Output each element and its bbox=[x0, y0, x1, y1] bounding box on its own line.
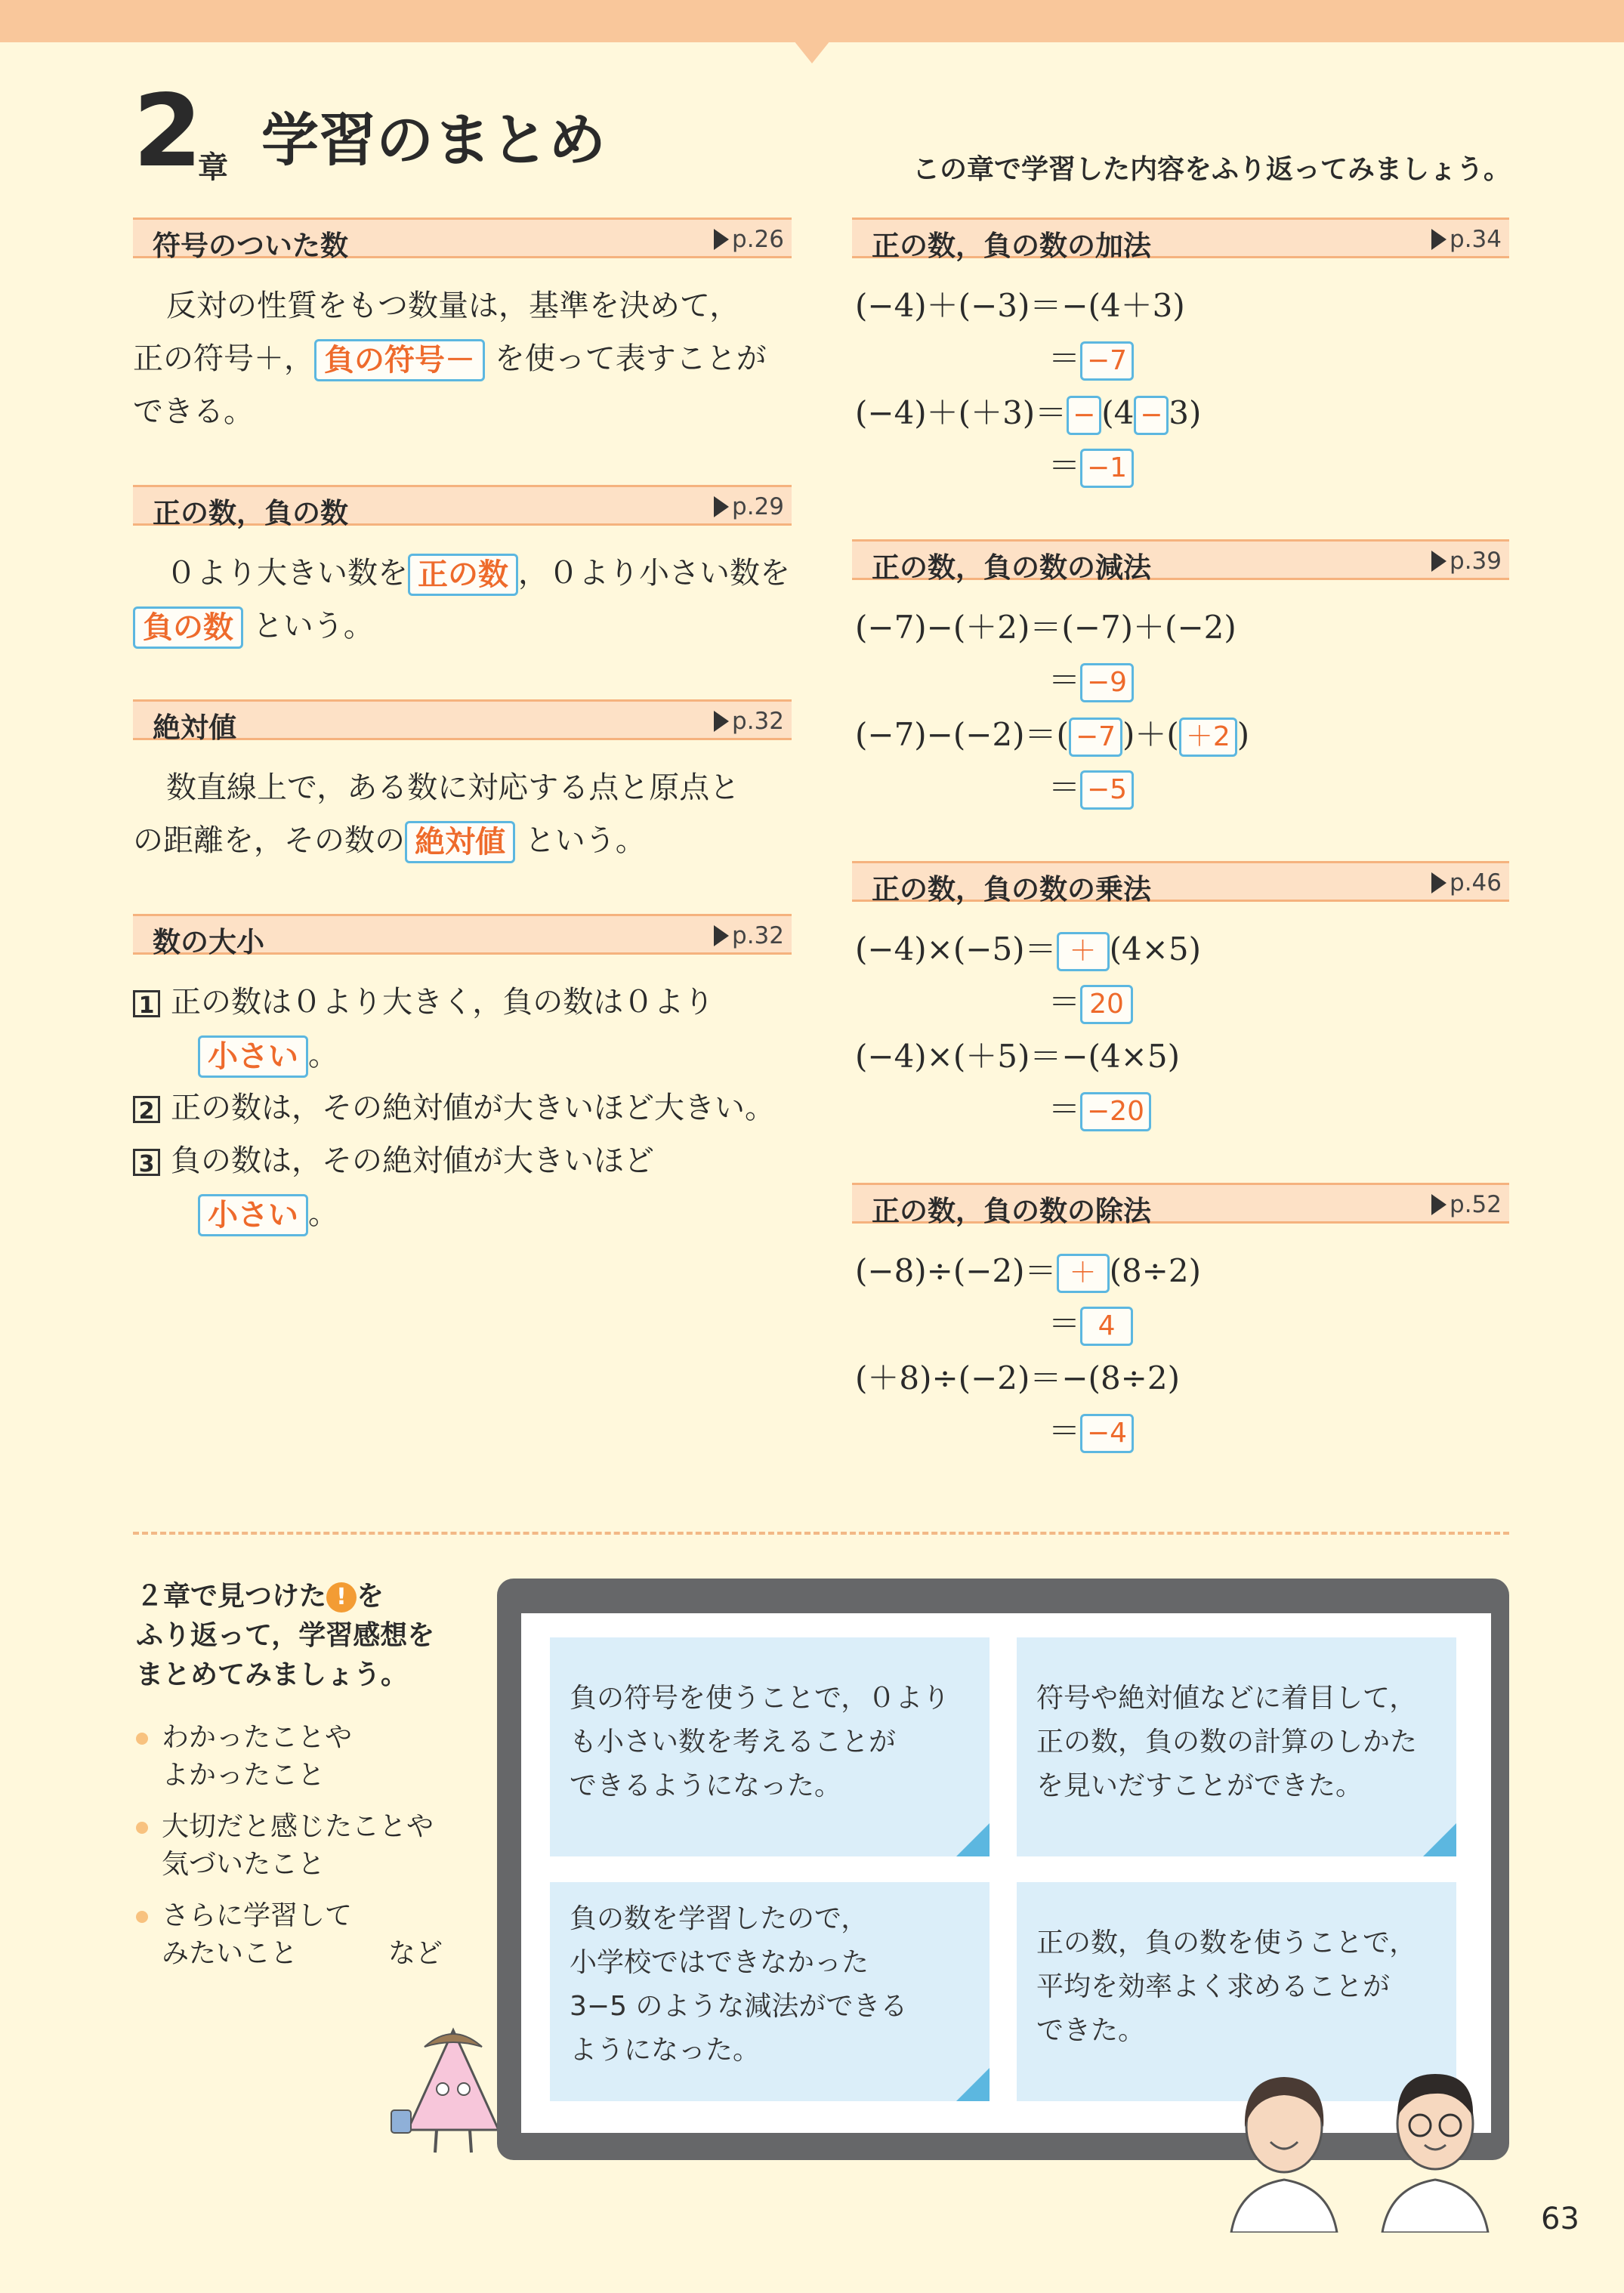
item-number: 3 bbox=[133, 1149, 160, 1176]
note-line: できた。 bbox=[1036, 2015, 1146, 2046]
answer-box: −7 bbox=[1069, 718, 1122, 757]
note-line: ようになった。 bbox=[570, 2035, 761, 2066]
posneg-line-2 bbox=[133, 600, 790, 653]
answer-box: 小さい bbox=[198, 1035, 308, 1078]
bullet-line bbox=[136, 1719, 352, 1757]
text: 正の数は０より大きく，負の数は０より bbox=[171, 985, 715, 1020]
chapter-title: 学習のまとめ bbox=[261, 106, 606, 174]
absolute-body bbox=[133, 761, 739, 867]
mul-eq-1 bbox=[855, 930, 1201, 971]
prompt-line-1 bbox=[136, 1577, 434, 1616]
bullet-line bbox=[136, 1935, 443, 1973]
folded-corner-icon bbox=[1423, 1823, 1456, 1856]
text: さらに学習して bbox=[162, 1900, 353, 1931]
equals: ＝ bbox=[1048, 1412, 1081, 1449]
section-title: 符号のついた数 bbox=[153, 230, 348, 262]
absolute-line-2 bbox=[133, 814, 739, 867]
play-triangle-icon bbox=[714, 496, 729, 517]
text: (−4)×(−5)＝ bbox=[855, 930, 1057, 968]
top-notch bbox=[794, 41, 830, 63]
signed-body bbox=[133, 279, 767, 438]
magnitude-body bbox=[133, 976, 775, 1240]
equals: ＝ bbox=[1048, 447, 1081, 484]
add-eq-2 bbox=[855, 394, 1201, 435]
answer-box: 20 bbox=[1080, 985, 1133, 1024]
sub-eq-2-result bbox=[1048, 769, 1134, 810]
bullet-dot-icon bbox=[136, 1911, 148, 1923]
note-line: も小さい数を考えることが bbox=[570, 1727, 897, 1758]
text: (−8)÷(−2)＝ bbox=[855, 1252, 1057, 1289]
posneg-line-1 bbox=[133, 547, 790, 600]
play-triangle-icon bbox=[714, 925, 729, 946]
equals: ＝ bbox=[1048, 340, 1081, 377]
text: の距離を，その数の bbox=[133, 823, 405, 858]
page-ref-label: p.34 bbox=[1450, 226, 1502, 253]
page-ref[interactable] bbox=[1431, 548, 1502, 575]
text: 正の符号＋， bbox=[133, 341, 314, 376]
text: という。 bbox=[524, 823, 646, 858]
section-title: 正の数，負の数の加法 bbox=[872, 230, 1151, 262]
equals: ＝ bbox=[1048, 662, 1081, 699]
page-ref[interactable] bbox=[1431, 869, 1502, 897]
answer-box: −9 bbox=[1080, 663, 1134, 702]
section-title: 正の数，負の数の乗法 bbox=[872, 873, 1151, 906]
section-header-sub bbox=[852, 539, 1509, 584]
text: 。 bbox=[308, 1038, 338, 1072]
text: わかったことや bbox=[162, 1722, 353, 1753]
page-ref-label: p.32 bbox=[732, 922, 784, 949]
text: 負の数は，その絶対値が大きいほど bbox=[171, 1143, 654, 1178]
signed-line-3: できる。 bbox=[133, 394, 254, 429]
sub-eq-2 bbox=[855, 716, 1249, 757]
div-eq-1-result bbox=[1048, 1305, 1133, 1346]
sticky-note bbox=[550, 1882, 990, 2101]
item-number: 1 bbox=[133, 990, 160, 1017]
section-header-posneg bbox=[133, 485, 792, 529]
page-ref[interactable] bbox=[714, 708, 784, 735]
play-triangle-icon bbox=[714, 711, 729, 732]
note-line: 符号や絶対値などに着目して， bbox=[1036, 1683, 1417, 1714]
div-eq-2: (＋8)÷(−2)＝−(8÷2) bbox=[855, 1359, 1180, 1396]
page-ref[interactable] bbox=[714, 922, 784, 949]
bullet-dot-icon bbox=[136, 1822, 148, 1834]
chapter-number: 2 bbox=[133, 73, 202, 190]
text: (8÷2) bbox=[1109, 1252, 1201, 1289]
equals: ＝ bbox=[1048, 1091, 1081, 1128]
section-title: 数の大小 bbox=[153, 926, 264, 958]
text: 正の数は，その絶対値が大きいほど大きい。 bbox=[171, 1091, 775, 1125]
chapter-subtitle: この章で学習した内容をふり返ってみましょう。 bbox=[912, 154, 1511, 185]
page-ref-label: p.32 bbox=[732, 708, 784, 735]
add-eq-2-result bbox=[1048, 447, 1134, 488]
section-header-signed bbox=[133, 218, 792, 262]
div-eq-2-result bbox=[1048, 1412, 1134, 1453]
section-header-mul bbox=[852, 861, 1509, 906]
text: (−7)−(−2)＝( bbox=[855, 716, 1069, 753]
text: (−4)＋(＋3)＝ bbox=[855, 394, 1067, 431]
section-title: 正の数，負の数の除法 bbox=[872, 1195, 1151, 1227]
text: (4×5) bbox=[1109, 930, 1201, 968]
prompt-line-3: まとめてみましょう。 bbox=[136, 1659, 409, 1690]
section-title: 絶対値 bbox=[153, 711, 236, 744]
magnitude-item-3-cont bbox=[133, 1187, 775, 1240]
bullet-line bbox=[136, 1808, 434, 1846]
page-ref[interactable] bbox=[1431, 226, 1502, 253]
text: ０より大きい数を bbox=[166, 556, 408, 591]
magnitude-item-1 bbox=[133, 976, 775, 1029]
signed-line-1: 反対の性質をもつ数量は，基準を決めて， bbox=[166, 289, 740, 323]
page-ref-label: p.26 bbox=[732, 226, 784, 253]
absolute-line-1: 数直線上で，ある数に対応する点と原点と bbox=[166, 770, 740, 805]
bullet-item bbox=[136, 1719, 352, 1795]
play-triangle-icon bbox=[714, 229, 729, 250]
answer-box: −1 bbox=[1080, 449, 1134, 488]
answer-box: 絶対値 bbox=[405, 821, 515, 863]
section-header-absolute bbox=[133, 699, 792, 744]
div-eq-1 bbox=[855, 1252, 1201, 1293]
sub-eq-1: (−7)−(＋2)＝(−7)＋(−2) bbox=[855, 609, 1237, 646]
answer-box: 小さい bbox=[198, 1194, 308, 1236]
answer-box: −7 bbox=[1080, 341, 1134, 381]
answer-box: 負の数 bbox=[133, 606, 243, 649]
note-line: 平均を効率よく求めることが bbox=[1036, 1971, 1391, 2002]
answer-box: ＋2 bbox=[1179, 718, 1237, 757]
text: ) bbox=[1237, 716, 1250, 753]
dashed-divider bbox=[133, 1532, 1509, 1535]
note-line: 正の数，負の数を使うことで， bbox=[1036, 1927, 1417, 1958]
note-line: 正の数，負の数の計算のしかた bbox=[1036, 1727, 1418, 1758]
play-triangle-icon bbox=[1431, 551, 1446, 572]
text: 。 bbox=[308, 1196, 338, 1231]
top-band bbox=[0, 0, 1624, 42]
bullet-item bbox=[136, 1808, 434, 1884]
posneg-body bbox=[133, 547, 790, 653]
note-line: 小学校ではできなかった bbox=[570, 1947, 869, 1978]
magnitude-item-3 bbox=[133, 1134, 775, 1187]
answer-box: − bbox=[1067, 396, 1101, 435]
students-illustration bbox=[1216, 2051, 1518, 2233]
answer-box: 4 bbox=[1080, 1307, 1133, 1346]
section-header-div bbox=[852, 1183, 1509, 1227]
text: という。 bbox=[252, 609, 374, 643]
bullet-line: よかったこと bbox=[162, 1760, 326, 1791]
answer-box: 正の数 bbox=[408, 554, 518, 596]
answer-box: −5 bbox=[1080, 770, 1134, 810]
answer-box: − bbox=[1134, 396, 1169, 435]
play-triangle-icon bbox=[1431, 1194, 1446, 1215]
note-line: を見いだすことができた。 bbox=[1036, 1770, 1363, 1801]
section-title: 正の数，負の数の減法 bbox=[872, 551, 1151, 584]
magnitude-item-1-cont bbox=[133, 1029, 775, 1082]
text: を bbox=[357, 1581, 384, 1612]
text: )＋( bbox=[1122, 716, 1179, 753]
mul-eq-1-result bbox=[1048, 983, 1133, 1024]
section-title: 正の数，負の数 bbox=[153, 497, 348, 529]
exclamation-icon: ! bbox=[326, 1582, 357, 1613]
bullet-dot-icon bbox=[136, 1733, 148, 1745]
note-line: 負の符号を使うことで，０より bbox=[570, 1683, 950, 1714]
section-header-add bbox=[852, 218, 1509, 262]
mul-eq-2: (−4)×(＋5)＝−(4×5) bbox=[855, 1038, 1180, 1075]
page-ref-label: p.52 bbox=[1450, 1191, 1502, 1218]
signed-line-2 bbox=[133, 332, 767, 385]
answer-box: 負の符号－ bbox=[314, 339, 485, 381]
sticky-note bbox=[550, 1637, 990, 1856]
text: など bbox=[388, 1938, 443, 1969]
bullet-line bbox=[136, 1897, 443, 1935]
text: (4 bbox=[1101, 394, 1135, 431]
equals: ＝ bbox=[1048, 1305, 1081, 1342]
play-triangle-icon bbox=[1431, 872, 1446, 893]
page-ref[interactable] bbox=[714, 493, 784, 520]
folded-corner-icon bbox=[956, 1823, 990, 1856]
add-eq-1-result bbox=[1048, 340, 1134, 381]
prompt-line-2: ふり返って，学習感想を bbox=[136, 1620, 435, 1651]
bullet-line: 気づいたこと bbox=[162, 1849, 326, 1880]
reflection-prompt bbox=[136, 1577, 434, 1695]
section-header-magnitude bbox=[133, 914, 792, 958]
sticky-note bbox=[1017, 1637, 1456, 1856]
answer-box: ＋ bbox=[1057, 932, 1110, 971]
add-eq-1: (−4)＋(−3)＝−(4＋3) bbox=[855, 287, 1185, 324]
text: みたいこと bbox=[162, 1938, 298, 1969]
answer-box: ＋ bbox=[1057, 1254, 1110, 1293]
bullet-item bbox=[136, 1897, 443, 1973]
equals: ＝ bbox=[1048, 983, 1081, 1020]
page-ref-label: p.29 bbox=[732, 493, 784, 520]
page-number: 63 bbox=[1541, 2202, 1579, 2236]
folded-corner-icon bbox=[956, 2068, 990, 2101]
text: ，０より小さい数を bbox=[518, 556, 790, 591]
play-triangle-icon bbox=[1431, 229, 1446, 250]
chapter-unit: 章 bbox=[198, 150, 228, 185]
page-ref-label: p.46 bbox=[1450, 869, 1502, 897]
text: 3) bbox=[1169, 394, 1202, 431]
item-number: 2 bbox=[133, 1096, 160, 1123]
page-ref[interactable] bbox=[1431, 1191, 1502, 1218]
text: ２章で見つけた bbox=[136, 1581, 327, 1612]
text: 大切だと感じたことや bbox=[162, 1811, 434, 1842]
answer-box: −4 bbox=[1080, 1414, 1134, 1453]
note-line: 3−5 のような減法ができる bbox=[570, 1991, 908, 2022]
equals: ＝ bbox=[1048, 769, 1081, 806]
text: を使って表すことが bbox=[494, 341, 767, 376]
answer-box: −20 bbox=[1080, 1092, 1151, 1131]
note-line: できるようになった。 bbox=[570, 1770, 842, 1801]
sub-eq-1-result bbox=[1048, 662, 1134, 702]
page-ref[interactable] bbox=[714, 226, 784, 253]
note-line: 負の数を学習したので， bbox=[570, 1903, 869, 1934]
page-ref-label: p.39 bbox=[1450, 548, 1502, 575]
mul-eq-2-result bbox=[1048, 1091, 1151, 1131]
magnitude-item-2 bbox=[133, 1082, 775, 1134]
